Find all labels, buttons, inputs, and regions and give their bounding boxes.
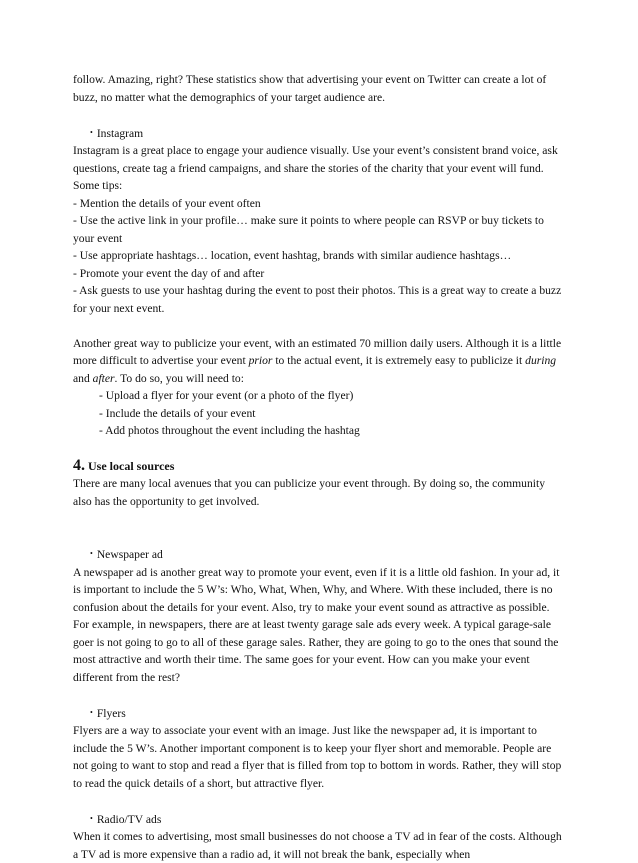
flyers-heading [73, 704, 565, 723]
publicize-text: and [73, 371, 93, 385]
radio-heading [73, 810, 565, 829]
flyers-heading-text: Flyers [96, 706, 126, 720]
bullet-icon: • [90, 813, 93, 823]
spacer [73, 510, 565, 528]
flyers-body: Flyers are a way to associate your event with an image. Just like the newspaper ad, it is important to include the 5 W’s. Another important component is to keep your flyer short and memorable. People are not going to want to stop and read a flyer that is filled from top to bottom in words. Rather, they will stop to read the quick details of a short, but attractive flyer. [73, 724, 562, 790]
document-page [73, 71, 565, 863]
publicize-step: - Include the details of your event [99, 406, 256, 420]
spacer [73, 440, 565, 458]
newspaper-heading [73, 545, 565, 564]
publicize-text: to the actual event, it is extremely easy to publicize it [272, 354, 526, 367]
radio-body: When it comes to advertising, most small businesses do not choose a TV ad in fear of the costs. Although a TV ad is more expensive than a radio ad, it will not break the bank, especially when [73, 830, 562, 861]
publicize-text: . To do so, you will need to: [114, 371, 244, 385]
publicize-emphasis: during [525, 354, 557, 367]
radio-heading-text: Radio/TV ads [96, 812, 162, 826]
bullet-icon: • [90, 549, 93, 558]
spacer [73, 686, 565, 704]
instagram-tip: - Promote your event the day of and after [73, 266, 265, 280]
instagram-heading-text: Instagram [96, 126, 144, 140]
instagram-body: Instagram is a great place to engage your audience visually. Use your event’s consistent brand voice, ask questions, create tag a friend campaigns, and share the stories of the charity that your event will fund. Some tips: [73, 144, 558, 192]
publicize-emphasis: prior [248, 354, 273, 367]
publicize-paragraph [73, 335, 565, 388]
newspaper-heading-text: Newspaper ad [96, 548, 163, 561]
section-body: There are many local avenues that you can publicize your event through. By doing so, the community also has the opportunity to get involved. [73, 477, 545, 508]
instagram-tip: - Mention the details of your event often [73, 196, 261, 210]
publicize-step: - Upload a flyer for your event (or a photo of the flyer) [99, 389, 354, 402]
spacer [73, 528, 565, 546]
spacer [73, 317, 565, 335]
bullet-icon: • [90, 127, 93, 137]
publicize-step: - Add photos throughout the event including the hashtag [99, 424, 360, 437]
instagram-tip: - Ask guests to use your hashtag during the event to post their photos. This is a great way to create a buzz for your next event. [73, 284, 562, 315]
instagram-heading [73, 124, 565, 143]
section-heading [73, 457, 565, 475]
spacer [73, 106, 565, 124]
newspaper-body: A newspaper ad is another great way to promote your event, even if it is a little old fashion. In your ad, it is important to include the 5 W’s: Who, What, When, Why, and Where. With these included, there is no confusion about the details for your event. Also, try to make your event sound as attractive as possible. For example, in newspapers, there are at least twenty garage sale ads every week. A typical garage-sale goer is not going to go to all of these garage sales. Rather, they are going to go to the ones that sound the most attractive and worth their time. The same goes for your event. How can you make your event different from the rest? [73, 565, 560, 684]
section-number: 4. [73, 457, 85, 474]
intro-paragraph: follow. Amazing, right? These statistics show that advertising your event on Twitter can create a lot of buzz, no matter what the demographics of your target audience are. [73, 73, 547, 104]
spacer [73, 792, 565, 810]
instagram-tip: - Use appropriate hashtags… location, event hashtag, brands with similar audience hashtags… [73, 249, 512, 262]
instagram-tip: - Use the active link in your profile… make sure it points to where people can RSVP or buy tickets to your event [73, 214, 544, 245]
section-title: Use local sources [88, 459, 175, 473]
publicize-emphasis: after [92, 371, 115, 385]
publicize-text: Another great way to publicize your event, with an estimated 70 million daily users. Although it is a little more difficult to advertise your event [73, 336, 562, 367]
bullet-icon: • [90, 707, 93, 717]
